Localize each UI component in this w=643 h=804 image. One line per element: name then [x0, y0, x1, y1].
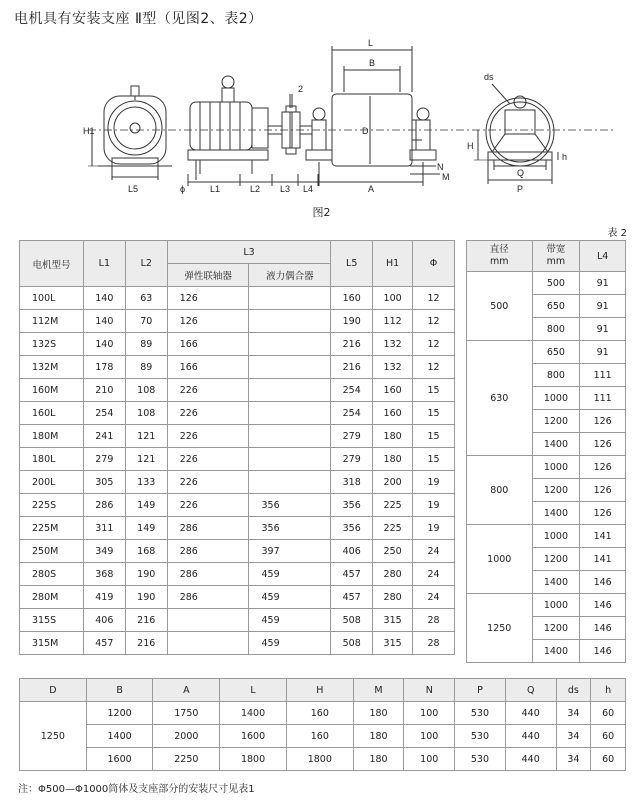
table-cell: 254: [83, 402, 125, 425]
table-cell: 280: [373, 563, 413, 586]
label-ds: ds: [484, 72, 494, 82]
table-cell: 508: [331, 632, 373, 655]
drum-1250-table: [19, 678, 626, 771]
table-cell: 356: [249, 517, 331, 540]
table-cell: 1800: [286, 748, 353, 771]
table-cell: 305: [83, 471, 125, 494]
l4-cell: 146: [580, 594, 626, 617]
table-cell: 315: [373, 632, 413, 655]
l4-cell: 146: [580, 640, 626, 663]
table-cell: 15: [413, 425, 455, 448]
table-cell: 2250: [153, 748, 220, 771]
table-cell: 1800: [220, 748, 287, 771]
table-cell: 168: [125, 540, 167, 563]
belt-width-cell: 800: [532, 364, 580, 387]
table-cell: 28: [413, 609, 455, 632]
table-row: [467, 341, 626, 364]
table-row: [20, 333, 455, 356]
table-cell: [249, 310, 331, 333]
table-cell: 225: [373, 517, 413, 540]
l4-cell: 146: [580, 571, 626, 594]
l4-cell: 126: [580, 456, 626, 479]
l4-cell: 126: [580, 410, 626, 433]
table-cell: 166: [167, 333, 249, 356]
header-cell: D: [20, 679, 87, 702]
table-cell: 19: [413, 471, 455, 494]
header-H1: H1: [373, 241, 413, 287]
table-cell: 406: [83, 609, 125, 632]
diameter-cell: 500: [467, 272, 533, 341]
table-cell: 356: [331, 494, 373, 517]
table-cell: 210: [83, 379, 125, 402]
table-cell: 140: [83, 333, 125, 356]
installation-drawing: [0, 30, 643, 202]
table-cell: 225S: [20, 494, 84, 517]
header-cell: ds: [556, 679, 591, 702]
label-L4: L4: [303, 184, 314, 194]
header-L1: L1: [83, 241, 125, 287]
table-row: [20, 310, 455, 333]
table-cell: 225: [373, 494, 413, 517]
table-cell: 180: [353, 702, 404, 725]
table-cell: 15: [413, 448, 455, 471]
l4-cell: 141: [580, 525, 626, 548]
table-row: [20, 563, 455, 586]
l4-cell: 91: [580, 272, 626, 295]
table-cell: [249, 402, 331, 425]
table-cell: 368: [83, 563, 125, 586]
table-cell: 180L: [20, 448, 84, 471]
table-row: [20, 425, 455, 448]
table-cell: 24: [413, 540, 455, 563]
table-cell: 112: [373, 310, 413, 333]
drum-side-view: [319, 46, 440, 186]
table-row: [20, 702, 626, 725]
table-cell: 160L: [20, 402, 84, 425]
belt-width-cell: 1200: [532, 617, 580, 640]
table-cell: 356: [331, 517, 373, 540]
table-cell: 1600: [86, 748, 153, 771]
table-cell: 226: [167, 425, 249, 448]
table-cell: 280: [373, 586, 413, 609]
table-cell: 24: [413, 586, 455, 609]
table-cell: 459: [249, 563, 331, 586]
table-cell: 140: [83, 310, 125, 333]
l4-cell: 91: [580, 341, 626, 364]
table-row: [20, 356, 455, 379]
table-cell: 530: [455, 748, 506, 771]
label-L5: L5: [128, 184, 139, 194]
table-cell: 216: [331, 333, 373, 356]
table-cell: 108: [125, 402, 167, 425]
header-cell: L: [220, 679, 287, 702]
table-cell: 89: [125, 356, 167, 379]
label-P: P: [517, 184, 524, 194]
table-cell: 149: [125, 517, 167, 540]
table-cell: 132: [373, 333, 413, 356]
header-belt-width: [532, 241, 580, 272]
table-cell: 1750: [153, 702, 220, 725]
table-row: [20, 586, 455, 609]
table-cell: 226: [167, 379, 249, 402]
belt-width-cell: 500: [532, 272, 580, 295]
label-phi: ϕ: [180, 184, 186, 194]
l4-cell: 91: [580, 295, 626, 318]
l4-cell: 141: [580, 548, 626, 571]
header-cell: B: [86, 679, 153, 702]
table-cell: 286: [167, 517, 249, 540]
table-cell: 100: [404, 725, 455, 748]
table-row: [467, 456, 626, 479]
header-fluid-coupling: 液力偶合器: [249, 264, 331, 287]
table-cell: 126: [167, 310, 249, 333]
header-diameter: [467, 241, 533, 272]
label-H1: H1: [83, 126, 95, 136]
table-cell: 315: [373, 609, 413, 632]
belt-width-cell: 1400: [532, 640, 580, 663]
table-cell: 180: [373, 425, 413, 448]
table-cell: 1400: [86, 725, 153, 748]
belt-width-cell: 1000: [532, 456, 580, 479]
table-cell: 24: [413, 563, 455, 586]
table-cell: 226: [167, 448, 249, 471]
table-row: [20, 540, 455, 563]
table-cell: 166: [167, 356, 249, 379]
drum-l4-table: [466, 240, 626, 663]
table-cell: 356: [249, 494, 331, 517]
table-cell: 254: [331, 379, 373, 402]
table-cell: 70: [125, 310, 167, 333]
label-L: L: [368, 38, 374, 48]
label-L2: L2: [250, 184, 261, 194]
table-row: [20, 471, 455, 494]
table-cell: 149: [125, 494, 167, 517]
table-cell: 226: [167, 402, 249, 425]
footnote: 注：Φ500—Φ1000筒体及支座部分的安装尺寸见表1: [18, 784, 255, 795]
table-cell: 254: [331, 402, 373, 425]
header-cell: h: [591, 679, 626, 702]
table-cell: 397: [249, 540, 331, 563]
header-L2: L2: [125, 241, 167, 287]
table-cell: 160: [373, 402, 413, 425]
table-cell: 1600: [220, 725, 287, 748]
table-cell: 311: [83, 517, 125, 540]
table-cell: 279: [83, 448, 125, 471]
table-cell: 160M: [20, 379, 84, 402]
header-cell: M: [353, 679, 404, 702]
table-cell: 225M: [20, 517, 84, 540]
table-cell: 457: [331, 563, 373, 586]
table-row: [20, 402, 455, 425]
table-row: [20, 725, 626, 748]
table-cell: 1400: [220, 702, 287, 725]
table-cell: 318: [331, 471, 373, 494]
table-cell: 34: [556, 702, 591, 725]
table-cell: 121: [125, 448, 167, 471]
table-cell: 190: [331, 310, 373, 333]
table-cell: [249, 287, 331, 310]
belt-width-cell: 650: [532, 295, 580, 318]
table-cell: 160: [286, 702, 353, 725]
belt-width-cell: 1400: [532, 502, 580, 525]
table-cell: 216: [331, 356, 373, 379]
l4-cell: 126: [580, 479, 626, 502]
table-row: [467, 525, 626, 548]
label-B: B: [369, 58, 376, 68]
table-cell: 34: [556, 748, 591, 771]
label-H: H: [467, 141, 474, 151]
table-cell: [249, 425, 331, 448]
header-L5: L5: [331, 241, 373, 287]
table-cell: 180: [353, 725, 404, 748]
table-cell: 19: [413, 494, 455, 517]
table-row: [20, 494, 455, 517]
table-cell: 280S: [20, 563, 84, 586]
table-cell: 459: [249, 609, 331, 632]
table-cell: 160: [373, 379, 413, 402]
header-cell: N: [404, 679, 455, 702]
table-cell: 216: [125, 632, 167, 655]
header-cell: P: [455, 679, 506, 702]
table-cell: 100: [373, 287, 413, 310]
table-cell: 132: [373, 356, 413, 379]
table-cell: 63: [125, 287, 167, 310]
table-cell: 100: [404, 748, 455, 771]
table-row: [467, 594, 626, 617]
table-cell: 12: [413, 333, 455, 356]
table-cell: 126: [167, 287, 249, 310]
table-cell: 315M: [20, 632, 84, 655]
table-cell: 216: [125, 609, 167, 632]
belt-width-cell: 1200: [532, 548, 580, 571]
table-row: [20, 632, 455, 655]
table2-caption: 表 2: [607, 228, 627, 239]
table-cell: 178: [83, 356, 125, 379]
l4-cell: 126: [580, 502, 626, 525]
table-cell: 19: [413, 517, 455, 540]
table-cell: 132M: [20, 356, 84, 379]
table-cell: 100L: [20, 287, 84, 310]
table-cell: 60: [591, 748, 626, 771]
table-cell: 241: [83, 425, 125, 448]
table-cell: 508: [331, 609, 373, 632]
table-cell: 250M: [20, 540, 84, 563]
label-h: h: [562, 152, 568, 162]
header-cell: Q: [505, 679, 556, 702]
table-row: [20, 609, 455, 632]
table-cell: 133: [125, 471, 167, 494]
belt-width-cell: 1400: [532, 571, 580, 594]
table-cell: 286: [167, 540, 249, 563]
table-cell: 440: [505, 748, 556, 771]
table-cell: 286: [167, 563, 249, 586]
table-cell: 28: [413, 632, 455, 655]
header-cell: A: [153, 679, 220, 702]
header-diameter-text: 直径 mm: [489, 244, 509, 267]
label-N: N: [437, 162, 444, 172]
table-cell: 459: [249, 586, 331, 609]
table-cell: 286: [167, 586, 249, 609]
diameter-cell: 630: [467, 341, 533, 456]
l4-cell: 146: [580, 617, 626, 640]
diameter-cell: 800: [467, 456, 533, 525]
label-D: D: [362, 126, 369, 136]
table-cell: 12: [413, 310, 455, 333]
l4-cell: 91: [580, 318, 626, 341]
table-cell: 440: [505, 702, 556, 725]
table-row: [20, 448, 455, 471]
table-row: [20, 517, 455, 540]
table-cell: 180M: [20, 425, 84, 448]
table-cell: 226: [167, 494, 249, 517]
table-cell: 132S: [20, 333, 84, 356]
table-cell: [249, 448, 331, 471]
header-L4: L4: [580, 241, 626, 272]
table-cell: 286: [83, 494, 125, 517]
table-cell: 315S: [20, 609, 84, 632]
label-A: A: [368, 184, 375, 194]
table-cell: 1200: [86, 702, 153, 725]
belt-width-cell: 1000: [532, 594, 580, 617]
table-cell: 15: [413, 379, 455, 402]
table-cell: 121: [125, 425, 167, 448]
motor-side-view: [188, 76, 332, 186]
belt-width-cell: 1200: [532, 410, 580, 433]
table-cell: 280M: [20, 586, 84, 609]
table-cell: [167, 632, 249, 655]
header-model: 电机型号: [20, 241, 84, 287]
table-cell: 200: [373, 471, 413, 494]
belt-width-cell: 1000: [532, 387, 580, 410]
table-cell: 60: [591, 725, 626, 748]
table-cell: 459: [249, 632, 331, 655]
table-row: [20, 379, 455, 402]
table-cell: 200L: [20, 471, 84, 494]
diameter-cell: 1000: [467, 525, 533, 594]
table-cell: [167, 609, 249, 632]
figure-caption: 图2: [312, 206, 331, 219]
table-cell: 34: [556, 725, 591, 748]
table-row: [20, 287, 455, 310]
table-cell: [249, 333, 331, 356]
table-cell: 250: [373, 540, 413, 563]
table-cell: 440: [505, 725, 556, 748]
header-belt-width-text: 带宽 mm: [546, 244, 566, 267]
table-cell: 226: [167, 471, 249, 494]
label-Q: Q: [517, 168, 525, 178]
header-phi: Φ: [413, 241, 455, 287]
l4-cell: 111: [580, 387, 626, 410]
l4-cell: 111: [580, 364, 626, 387]
table-cell: 190: [125, 563, 167, 586]
table-cell: 12: [413, 287, 455, 310]
motor-dimension-table: [19, 240, 455, 655]
table-cell: [249, 379, 331, 402]
table-cell: 2000: [153, 725, 220, 748]
belt-width-cell: 1000: [532, 525, 580, 548]
table-cell: 160: [331, 287, 373, 310]
table-cell: [249, 356, 331, 379]
label-M: M: [442, 172, 450, 182]
table-cell: 89: [125, 333, 167, 356]
table-cell: 279: [331, 425, 373, 448]
table-cell: 180: [353, 748, 404, 771]
motor-end-view: [88, 86, 172, 180]
table-cell: 406: [331, 540, 373, 563]
table-cell: [249, 471, 331, 494]
table-cell: 12: [413, 356, 455, 379]
table-cell: 180: [373, 448, 413, 471]
table-cell: 190: [125, 586, 167, 609]
label-L1: L1: [210, 184, 221, 194]
l4-cell: 126: [580, 433, 626, 456]
table-cell: 419: [83, 586, 125, 609]
table-cell: 60: [591, 702, 626, 725]
header-L3: L3: [167, 241, 331, 264]
table-cell: 457: [83, 632, 125, 655]
table-cell: 15: [413, 402, 455, 425]
belt-width-cell: 1200: [532, 479, 580, 502]
page-title: 电机具有安装支座 Ⅱ型（见图2、表2）: [14, 11, 263, 27]
header-elastic-coupling: 弹性联轴器: [167, 264, 249, 287]
table-cell: 112M: [20, 310, 84, 333]
label-L3: L3: [280, 184, 291, 194]
belt-width-cell: 650: [532, 341, 580, 364]
belt-width-cell: 800: [532, 318, 580, 341]
belt-width-cell: 1400: [532, 433, 580, 456]
label-2: 2: [298, 84, 304, 94]
table-row: [20, 748, 626, 771]
header-cell: H: [286, 679, 353, 702]
table-row: [467, 272, 626, 295]
table-cell: 279: [331, 448, 373, 471]
drum-end-view: [474, 84, 558, 184]
table-cell: 349: [83, 540, 125, 563]
table-cell: 457: [331, 586, 373, 609]
d-value-cell: 1250: [20, 702, 87, 771]
table-cell: 100: [404, 702, 455, 725]
table-cell: 108: [125, 379, 167, 402]
table-cell: 140: [83, 287, 125, 310]
table-cell: 160: [286, 725, 353, 748]
table-cell: 530: [455, 702, 506, 725]
diameter-cell: 1250: [467, 594, 533, 663]
table-cell: 530: [455, 725, 506, 748]
